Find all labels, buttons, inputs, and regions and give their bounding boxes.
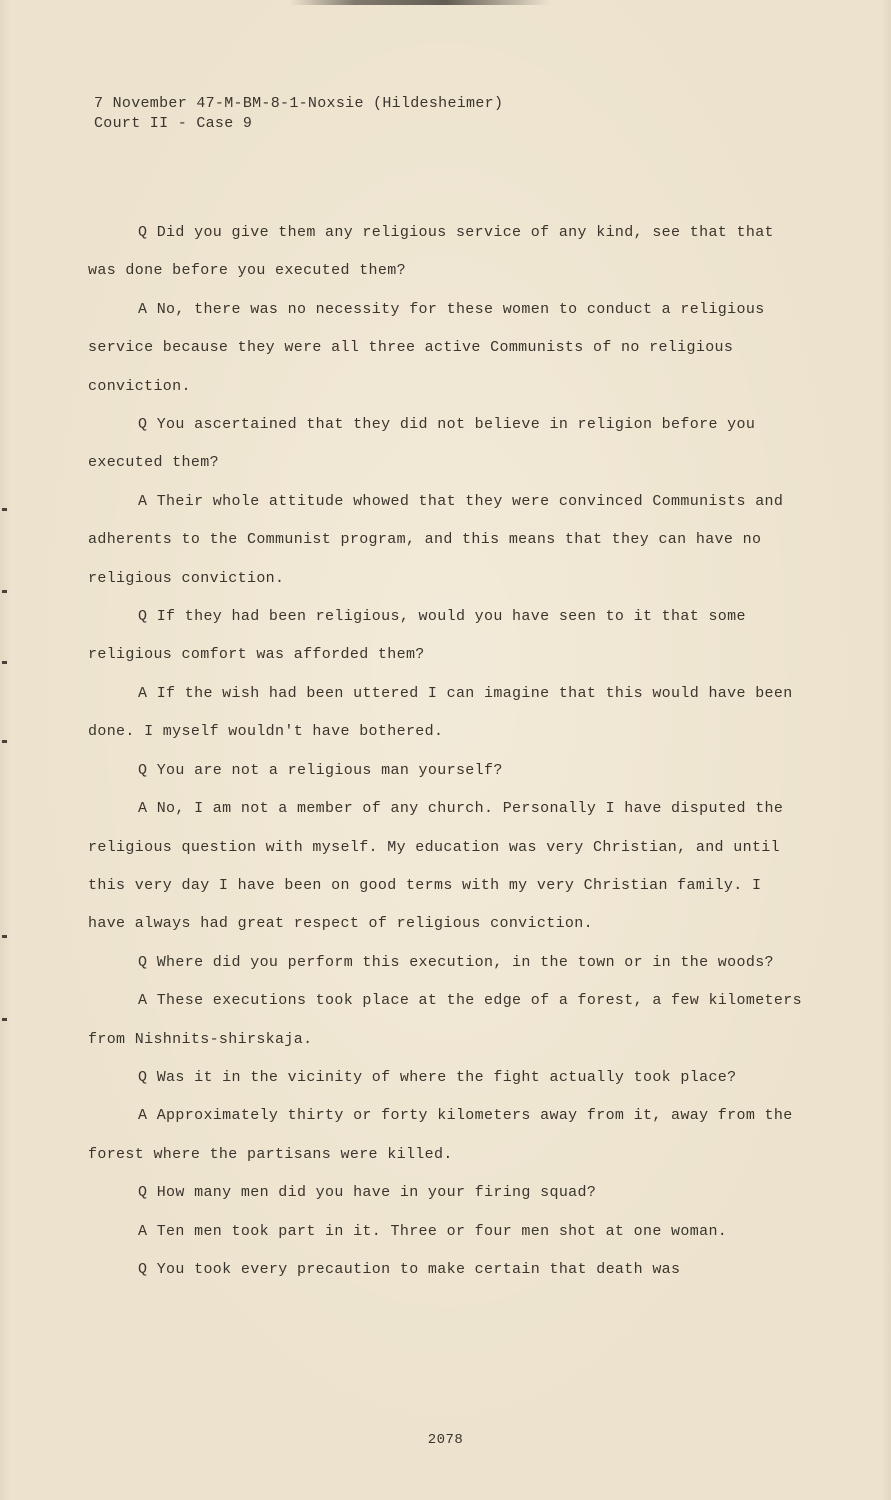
transcript-paragraph: A No, there was no necessity for these women to conduct a religious service because they were all three active Communists of no religious conviction. [88, 300, 765, 395]
transcript-paragraph: Q If they had been religious, would you have seen to it that some religious comfort was afforded them? [88, 608, 746, 664]
margin-punch-mark [2, 508, 7, 511]
transcript-paragraph: A Approximately thirty or forty kilometers away from it, away from the forest where the partisans were killed. [88, 1107, 793, 1163]
transcript-body [88, 214, 808, 1289]
scan-top-edge-mark [290, 0, 550, 5]
transcript-paragraph: A If the wish had been uttered I can imagine that this would have been done. I myself wouldn't have bothered. [88, 684, 793, 741]
document-header [94, 94, 503, 134]
transcript-paragraph: A Their whole attitude whowed that they were convinced Communists and adherents to the Communist program, and this means that they can have no religious conviction. [88, 492, 784, 587]
margin-punch-mark [2, 1018, 7, 1021]
transcript-paragraph: A These executions took place at the edge of a forest, a few kilometers from Nishnits-shirskaja. [88, 992, 802, 1048]
transcript-paragraph: A Ten men took part in it. Three or four men shot at one woman. [138, 1222, 728, 1240]
transcript-paragraph: Q Was it in the vicinity of where the fight actually took place? [138, 1068, 737, 1086]
transcript-paragraph: A No, I am not a member of any church. Personally I have disputed the religious question with myself. My education was very Christian, and until this very day I have been on good terms with my very Christian family. I have always had great respect of religious conviction. [88, 800, 784, 933]
transcript-paragraph: Q You took every precaution to make certain that death was [138, 1260, 681, 1278]
margin-punch-mark [2, 740, 7, 743]
margin-punch-mark [2, 590, 7, 593]
margin-punch-mark [2, 935, 7, 938]
header-court-line: Court II - Case 9 [94, 115, 253, 132]
margin-punch-mark [2, 661, 7, 664]
transcript-paragraph: Q Did you give them any religious service of any kind, see that that was done before you executed them? [88, 224, 774, 280]
transcript-paragraph: Q How many men did you have in your firing squad? [138, 1184, 597, 1202]
transcript-paragraph: Q Where did you perform this execution, in the town or in the woods? [138, 953, 774, 971]
header-session-line: 7 November 47-M-BM-8-1-Noxsie (Hildesheimer) [94, 95, 504, 112]
transcript-paragraph: Q You are not a religious man yourself? [138, 761, 503, 779]
transcript-paragraph: Q You ascertained that they did not believe in religion before you executed them? [88, 416, 756, 472]
page-number: 2078 [427, 1432, 464, 1448]
